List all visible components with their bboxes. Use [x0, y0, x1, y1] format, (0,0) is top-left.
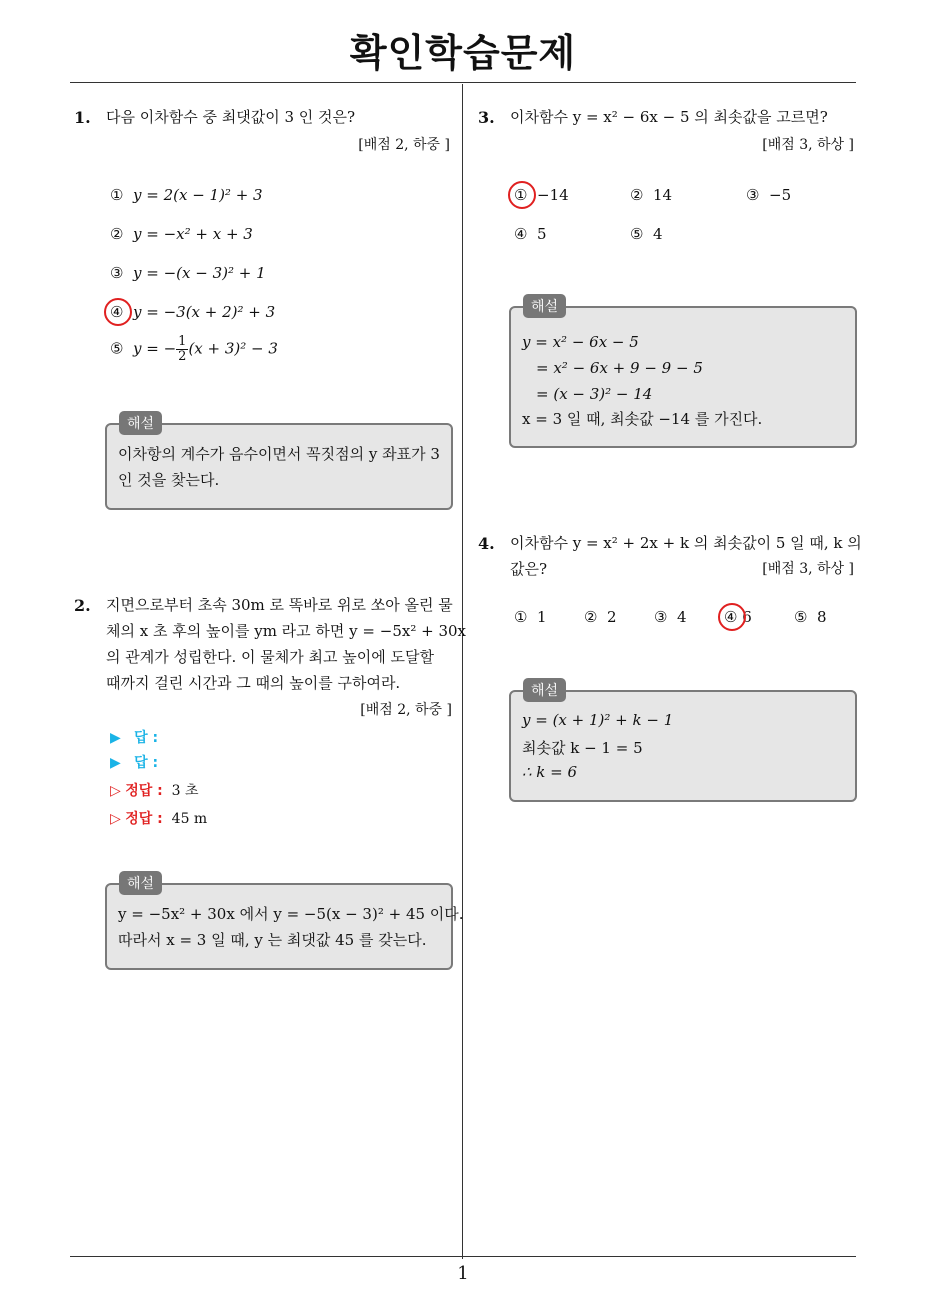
q3-choice-1[interactable]: ① −14 [514, 186, 569, 204]
q3-choice-3[interactable]: ③ −5 [746, 186, 792, 204]
q2-score: [배점 2, 하중 ] [360, 702, 452, 718]
q2-text-line-1: 지면으로부터 초속 30m 로 똑바로 위로 쏘아 올린 물 [106, 596, 453, 614]
bottom-divider [70, 1256, 856, 1257]
q1-choice-2[interactable]: ② y = −x² + x + 3 [110, 225, 253, 243]
play-icon: ▶ [110, 755, 121, 771]
top-divider [70, 82, 856, 83]
q1-choice-4[interactable]: ④ y = −3(x + 2)² + 3 [110, 303, 276, 321]
q1-number: 1. [74, 108, 91, 127]
q4-number: 4. [478, 534, 495, 553]
q2-explanation-box [105, 883, 453, 970]
page-title: 확인학습문제 [349, 31, 577, 75]
q3-choice-2[interactable]: ② 14 [630, 186, 673, 204]
q1-text: 다음 이차함수 중 최댓값이 3 인 것은? [106, 108, 356, 126]
q1-selected-answer-circle [104, 298, 132, 326]
page-number: 1 [457, 1263, 469, 1284]
q2-number: 2. [74, 596, 91, 615]
q4-choice-3[interactable]: ③ 4 [654, 608, 687, 626]
fraction: $\frac{1}{2}$ [178, 334, 187, 364]
q3-choice-4[interactable]: ④ 5 [514, 225, 547, 243]
q1-explanation-tag: 해설 [119, 411, 162, 435]
q2-text-line-4: 때까지 걸린 시간과 그 때의 높이를 구하여라. [106, 674, 401, 692]
q3-explanation-line-3: = (x − 3)² − 14 [536, 385, 653, 403]
q4-explanation-tag: 해설 [523, 678, 566, 702]
q3-explanation-line-2: = x² − 6x + 9 − 9 − 5 [536, 359, 703, 377]
q4-explanation-line-2: 최솟값 k − 1 = 5 [522, 739, 643, 757]
q2-text-line-3: 의 관계가 성립한다. 이 물체가 최고 높이에 도달할 [106, 648, 434, 666]
q4-score: [배점 3, 하상 ] [762, 561, 854, 577]
q4-choice-2[interactable]: ② 2 [584, 608, 617, 626]
q2-explanation-line-1: y = −5x² + 30x 에서 y = −5(x − 3)² + 45 이다. [118, 905, 464, 923]
q1-choice-5[interactable]: ⑤ y = − $\frac{1}{2}$ (x + 3)² − 3 [110, 334, 278, 364]
triangle-outline-icon: ▷ [110, 783, 121, 799]
q2-explanation-line-2: 따라서 x = 3 일 때, y 는 최댓값 45 를 갖는다. [118, 931, 427, 949]
q2-text-line-2: 체의 x 초 후의 높이를 ym 라고 하면 y = −5x² + 30x [106, 622, 466, 640]
q2-answer-input-2[interactable]: ▶ 답 : [110, 755, 159, 771]
q4-choice-5[interactable]: ⑤ 8 [794, 608, 827, 626]
triangle-outline-icon: ▷ [110, 811, 121, 827]
q1-score: [배점 2, 하중 ] [358, 137, 450, 153]
q1-explanation-box [105, 423, 453, 510]
q1-explanation-line-2: 인 것을 찾는다. [118, 471, 220, 489]
q3-score: [배점 3, 하상 ] [762, 137, 854, 153]
q4-text-line-2: 값은? [510, 560, 548, 578]
q4-choice-4[interactable]: ④ 6 [724, 608, 752, 626]
play-icon: ▶ [110, 730, 121, 746]
q4-selected-answer-circle [718, 603, 746, 631]
q3-number: 3. [478, 108, 495, 127]
q3-explanation-line-4: x = 3 일 때, 최솟값 −14 를 가진다. [522, 410, 763, 428]
q2-answer-input-1[interactable]: ▶ 답 : [110, 730, 159, 746]
q3-text: 이차함수 y = x² − 6x − 5 의 최솟값을 고르면? [510, 108, 828, 126]
q1-choice-3[interactable]: ③ y = −(x − 3)² + 1 [110, 264, 266, 282]
q2-correct-answer-1: ▷ 정답 : 3 초 [110, 783, 199, 799]
q1-choice-1[interactable]: ① y = 2(x − 1)² + 3 [110, 186, 263, 204]
q3-choice-5[interactable]: ⑤ 4 [630, 225, 663, 243]
q3-selected-answer-circle [508, 181, 536, 209]
q4-choice-1[interactable]: ① 1 [514, 608, 547, 626]
q3-explanation-tag: 해설 [523, 294, 566, 318]
q2-correct-answer-2: ▷ 정답 : 45 m [110, 811, 208, 827]
q3-explanation-line-1: y = x² − 6x − 5 [522, 333, 639, 351]
q4-explanation-line-1: y = (x + 1)² + k − 1 [522, 711, 674, 729]
q4-explanation-line-3: ∴ k = 6 [522, 763, 578, 781]
q1-explanation-line-1: 이차항의 계수가 음수이면서 꼭짓점의 y 좌표가 3 [118, 445, 440, 463]
column-divider [462, 84, 463, 1259]
q2-explanation-tag: 해설 [119, 871, 162, 895]
q4-text-line-1: 이차함수 y = x² + 2x + k 의 최솟값이 5 일 때, k 의 [510, 534, 862, 552]
